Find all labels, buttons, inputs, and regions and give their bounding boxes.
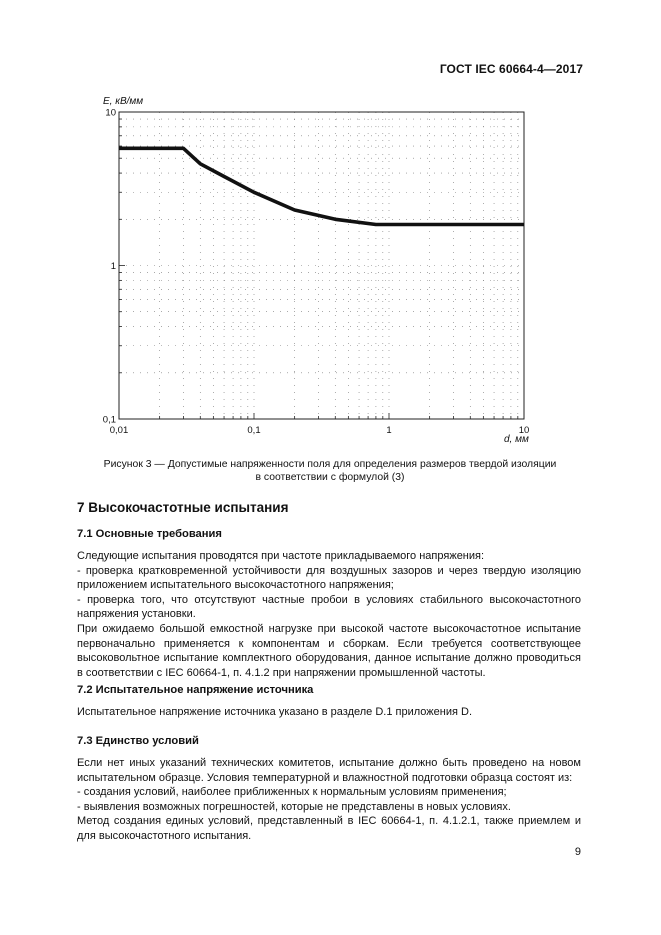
x-tick-label: 0,01 — [109, 425, 129, 436]
paragraph: Испытательное напряжение источника указано в разделе D.1 приложения D. — [77, 706, 472, 718]
paragraph: Метод создания единых условий, представленный в IEC 60664-1, п. 4.1.2.1, также приемлем и для высокочастотного испытания. — [77, 815, 581, 842]
y-tick-label: 1 — [110, 261, 116, 272]
axis-ticks — [119, 112, 524, 419]
x-tick-label: 1 — [386, 425, 392, 436]
series-line — [119, 148, 524, 224]
plot-frame — [119, 112, 524, 419]
document-header: ГОСТ IEC 60664-4—2017 — [439, 62, 583, 76]
y-tick-label: 10 — [105, 107, 116, 119]
caption-line-1: Рисунок 3 — Допустимые напряженности поля для определения размеров твердой изоляции — [103, 459, 557, 470]
subsection-7-1-body — [77, 549, 581, 680]
page-number: 9 — [574, 846, 581, 858]
paragraph: Следующие испытания проводятся при частоте прикладываемого напряжения: — [77, 550, 485, 562]
tick-labels — [103, 108, 530, 437]
x-tick-label: 10 — [518, 425, 530, 436]
section-title: 7 Высокочастотные испытания — [77, 500, 289, 515]
list-item: - проверка того, что отсутствуют частные пробои в условиях стабильного высокочастотного напряжения установки. — [77, 593, 581, 621]
subsection-7-3-body — [77, 756, 581, 844]
subsection-7-1-title: 7.1 Основные требования — [77, 528, 222, 540]
paragraph: При ожидаемо большой емкостной нагрузке при высокой частоте высокочастотное испытание первоначально применяется к компонентам и сборкам. Если требуется соответствующее высоковольтное испытание комплектного оборудования, данное испытание должно проводиться в соответствии с IEC 60664-1, п. 4.1.2 при напряжении промышленной частоты. — [77, 622, 581, 679]
field-strength-chart — [0, 0, 661, 460]
list-item: - проверка кратковременной устойчивости для воздушных зазоров и через твердую изоляцию приложением испытательного высокочастотного напряжения; — [77, 564, 581, 592]
subsection-7-2-body — [77, 705, 581, 720]
y-tick-label: 0,1 — [102, 414, 116, 426]
list-item: - создания условий, наиболее приближенных к нормальным условиям применения; — [77, 786, 507, 799]
x-axis-label: d, мм — [504, 434, 529, 445]
y-axis-label: E, кВ/мм — [103, 96, 144, 107]
figure-caption — [80, 458, 580, 484]
caption-line-2: в соответствии с формулой (3) — [255, 472, 405, 483]
list-item: - выявления возможных погрешностей, которые не представлены в новых условиях. — [77, 800, 511, 813]
subsection-7-2-title: 7.2 Испытательное напряжение источника — [77, 684, 314, 696]
subsection-7-3-title: 7.3 Единство условий — [77, 735, 199, 747]
chart-grid — [119, 112, 524, 419]
paragraph: Если нет иных указаний технических комитетов, испытание должно быть проведено на новом испытательном образце. Условия температурной и влажностной подготовки образца состоят из: — [77, 757, 581, 784]
x-tick-label: 0,1 — [247, 425, 261, 436]
